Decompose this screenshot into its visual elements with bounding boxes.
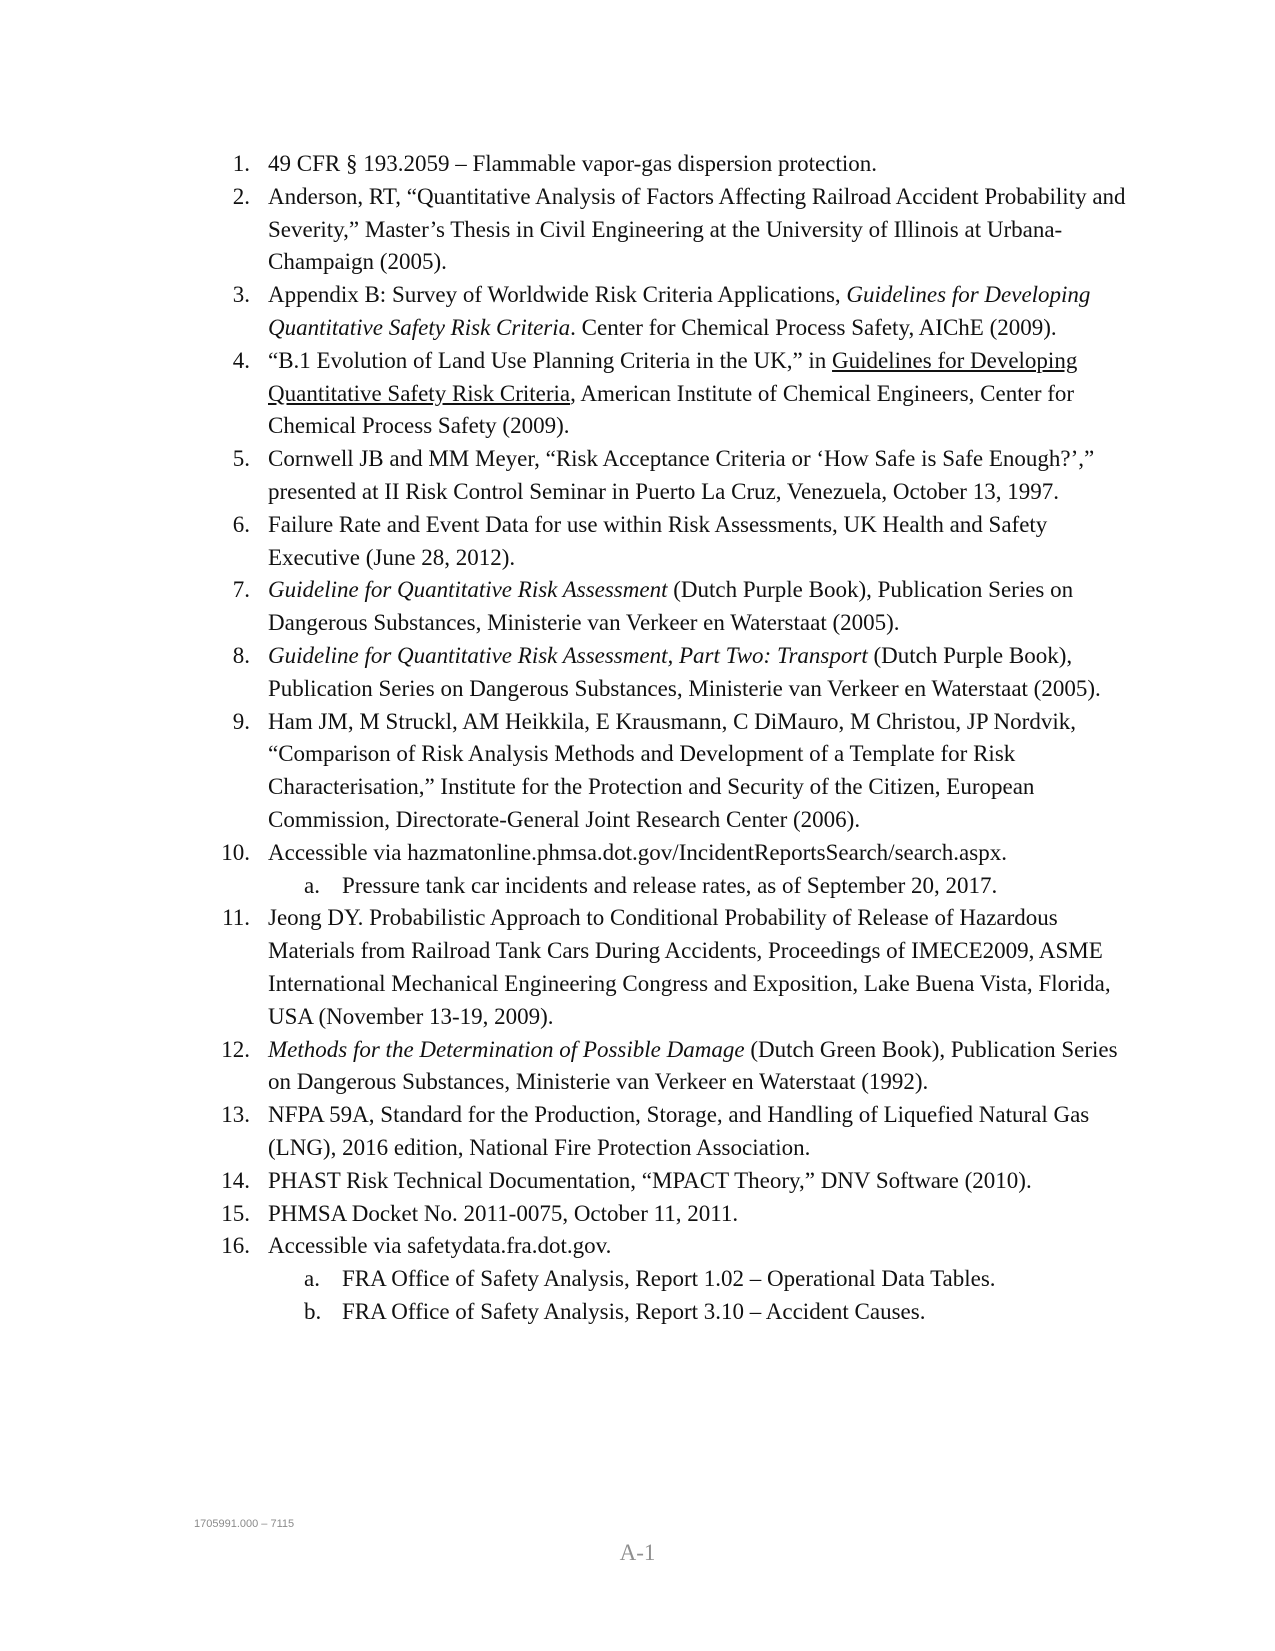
reference-text-segment: , American Institute of Chemical Engineers, Center for Chemical Process Safety (2009).	[268, 380, 1075, 439]
reference-number: 3.	[232, 282, 250, 308]
reference-text	[268, 1037, 1118, 1095]
reference-text-segment: Cornwell JB and MM Meyer, “Risk Acceptance Criteria or ‘How Safe is Safe Enough?’,” presented at II Risk Control Seminar in Puerto La Cruz, Venezuela, October 13, 1997.	[268, 446, 1095, 504]
reference-title-italic: Guideline for Quantitative Risk Assessment	[268, 577, 668, 603]
reference-text-segment: (Dutch Purple Book), Publication Series on Dangerous Substances, Ministerie van Verkeer en Waterstaat (2005).	[268, 642, 1101, 701]
reference-title-italic: Guideline for Quantitative Risk Assessment, Part Two: Transport	[268, 642, 868, 668]
reference-item	[0, 706, 1275, 837]
reference-text-segment: (Dutch Purple Book), Publication Series on Dangerous Substances, Ministerie van Verkeer en Waterstaat (2005).	[268, 577, 1074, 636]
reference-text	[268, 348, 1077, 439]
reference-text-segment: (Dutch Green Book), Publication Series on Dangerous Substances, Ministerie van Verkeer en Waterstaat (1992).	[268, 1036, 1118, 1095]
reference-item	[0, 345, 1275, 443]
reference-text	[268, 643, 1101, 701]
reference-item	[0, 574, 1275, 640]
reference-text-segment: PHAST Risk Technical Documentation, “MPACT Theory,” DNV Software (2010).	[268, 1167, 1032, 1193]
reference-number: 13.	[221, 1102, 250, 1128]
reference-number: 12.	[221, 1036, 250, 1062]
reference-number: 7.	[232, 577, 250, 603]
reference-item	[0, 1034, 1275, 1100]
reference-number: 2.	[232, 183, 250, 209]
reference-number: 1.	[232, 151, 250, 176]
reference-number: 15.	[221, 1200, 250, 1226]
reference-title-underlined: Guidelines for Developing Quantitative Safety Risk Criteria	[268, 347, 1078, 406]
footer-project-code: 1705991.000 – 7115	[194, 1518, 295, 1530]
reference-title-italic: Guidelines for Developing Quantitative Safety Risk Criteria	[268, 282, 1091, 340]
reference-text	[268, 184, 1126, 275]
reference-item	[0, 148, 1275, 181]
reference-subitem	[0, 870, 1275, 903]
subitem-letter: a.	[304, 1266, 320, 1292]
reference-text	[268, 1102, 1089, 1160]
reference-text	[268, 1201, 738, 1226]
reference-text	[268, 282, 1090, 340]
reference-item	[0, 640, 1275, 706]
subitem-letter: b.	[304, 1298, 322, 1324]
page-number: A-1	[619, 1540, 656, 1565]
reference-text	[268, 1168, 1032, 1193]
reference-text-segment: NFPA 59A, Standard for the Production, Storage, and Handling of Liquefied Natural Gas (LNG), 2016 edition, National Fire Protection Association.	[268, 1102, 1090, 1160]
reference-item	[0, 1165, 1275, 1198]
reference-text-segment: PHMSA Docket No. 2011-0075, October 11, 2011.	[268, 1200, 739, 1226]
reference-item	[0, 181, 1275, 279]
reference-list	[0, 148, 1275, 1329]
reference-title-italic: Methods for the Determination of Possible Damage	[268, 1036, 745, 1062]
reference-item	[0, 902, 1275, 1033]
reference-item	[0, 1198, 1275, 1231]
reference-number: 16.	[221, 1233, 250, 1259]
reference-text	[268, 151, 877, 176]
reference-text-segment: Accessible via hazmatonline.phmsa.dot.gov/IncidentReportsSearch/search.aspx.	[268, 839, 1007, 865]
reference-text-segment: Ham JM, M Struckl, AM Heikkila, E Krausmann, C DiMauro, M Christou, JP Nordvik, “Comparison of Risk Analysis Methods and Development of a Template for Risk Characterisation,” Institute for the Protection and Security of the Citizen, European Commission, Directorate-General Joint Research Center (2006).	[268, 708, 1076, 832]
reference-subitem	[0, 1263, 1275, 1296]
reference-text-segment: Jeong DY. Probabilistic Approach to Conditional Probability of Release of Hazardous Materials from Railroad Tank Cars During Accidents, Proceedings of IMECE2009, ASME International Mechanical Engineering Congress and Exposition, Lake Buena Vista, Florida, USA (November 13-19, 2009).	[268, 905, 1111, 1029]
reference-text-segment: . Center for Chemical Process Safety, AIChE (2009).	[570, 314, 1057, 340]
subitem-letter: a.	[304, 872, 320, 898]
reference-text	[268, 446, 1094, 504]
reference-text-segment: Accessible via safetydata.fra.dot.gov.	[268, 1233, 612, 1259]
reference-text-segment: “B.1 Evolution of Land Use Planning Criteria in the UK,” in	[268, 347, 833, 373]
reference-item	[0, 509, 1275, 575]
reference-number: 14.	[221, 1167, 250, 1193]
reference-number: 6.	[232, 511, 250, 537]
reference-number: 9.	[232, 708, 250, 734]
reference-item	[0, 837, 1275, 870]
reference-number: 10.	[221, 839, 250, 865]
reference-item	[0, 1230, 1275, 1263]
reference-number: 4.	[232, 347, 250, 373]
reference-text-segment: Anderson, RT, “Quantitative Analysis of Factors Affecting Railroad Accident Probability and Severity,” Master’s Thesis in Civil Engineering at the University of Illinois at Urbana-Champaign (2005).	[268, 183, 1126, 275]
reference-item	[0, 443, 1275, 509]
reference-text	[268, 905, 1111, 1028]
reference-item	[0, 1099, 1275, 1165]
reference-text	[268, 512, 1047, 570]
reference-text	[268, 577, 1073, 635]
reference-text	[268, 709, 1076, 832]
reference-item	[0, 279, 1275, 345]
subitem-text: FRA Office of Safety Analysis, Report 3.10 – Accident Causes.	[342, 1298, 926, 1324]
reference-text-segment: Failure Rate and Event Data for use within Risk Assessments, UK Health and Safety Executive (June 28, 2012).	[268, 511, 1048, 570]
subitem-text: Pressure tank car incidents and release rates, as of September 20, 2017.	[342, 872, 998, 898]
subitem-text: FRA Office of Safety Analysis, Report 1.02 – Operational Data Tables.	[342, 1266, 996, 1292]
reference-number: 8.	[232, 642, 250, 668]
reference-text-segment: Appendix B: Survey of Worldwide Risk Criteria Applications,	[268, 282, 847, 308]
reference-subitem	[0, 1296, 1275, 1329]
reference-number: 11.	[222, 905, 250, 931]
reference-text-segment: 49 CFR § 193.2059 – Flammable vapor-gas dispersion protection.	[268, 151, 877, 176]
reference-text	[268, 1233, 611, 1258]
reference-number: 5.	[232, 446, 250, 472]
reference-text	[268, 840, 1007, 865]
